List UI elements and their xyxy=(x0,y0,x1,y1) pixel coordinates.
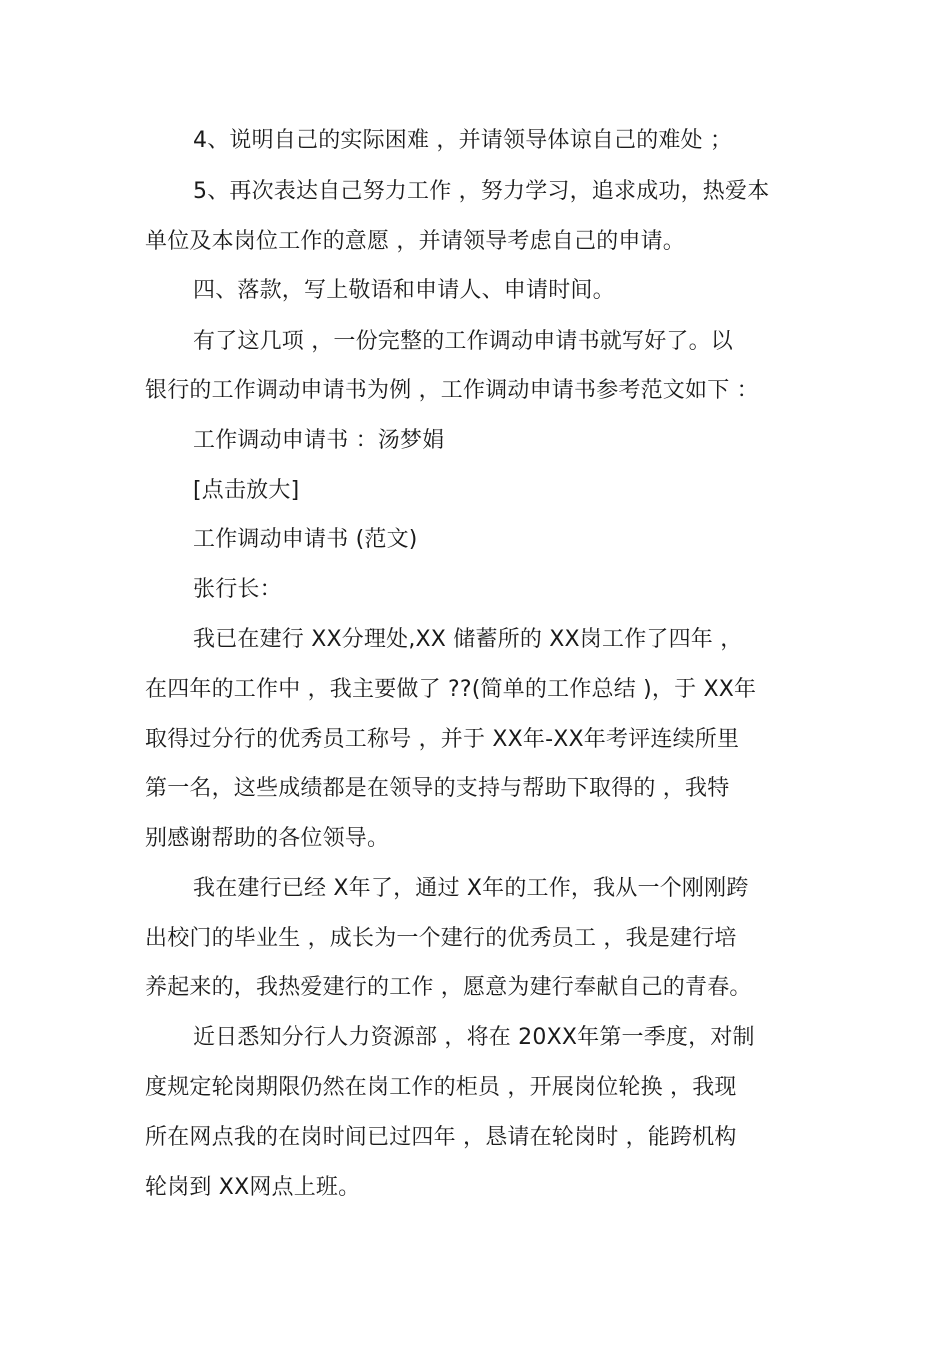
paragraph-line-19: 近日悉知分行人力资源部 ，将在 20XX年第一季度，对制 xyxy=(193,1025,755,1050)
paragraph-line-2: 5、再次表达自己努力工作 ，努力学习，追求成功，热爱本 xyxy=(193,179,770,204)
paragraph-line-9: 工作调动申请书 (范文) xyxy=(193,527,418,552)
paragraph-line-18: 养起来的，我热爱建行的工作 ，愿意为建行奉献自己的青春。 xyxy=(145,975,752,1000)
paragraph-line-6: 银行的工作调动申请书为例 ，工作调动申请书参考范文如下 ： xyxy=(145,378,759,403)
zoom-link-text[interactable]: [点击放大] xyxy=(193,478,300,503)
paragraph-line-22: 轮岗到 XX网点上班。 xyxy=(145,1175,361,1200)
paragraph-line-4: 四、落款，写上敬语和申请人、申请时间。 xyxy=(193,278,615,303)
paragraph-line-13: 取得过分行的优秀员工称号 ，并于 XX年-XX年考评连续所里 xyxy=(145,727,740,752)
paragraph-line-21: 所在网点我的在岗时间已过四年 ，恳请在轮岗时 ，能跨机构 xyxy=(145,1125,737,1150)
paragraph-line-17: 出校门的毕业生 ，成长为一个建行的优秀员工 ，我是建行培 xyxy=(145,926,737,951)
paragraph-line-15: 别感谢帮助的各位领导。 xyxy=(145,826,390,851)
paragraph-line-16: 我在建行已经 X年了，通过 X年的工作，我从一个刚刚跨 xyxy=(193,876,749,901)
paragraph-line-20: 度规定轮岗期限仍然在岗工作的柜员 ，开展岗位轮换 ，我现 xyxy=(145,1075,737,1100)
paragraph-line-14: 第一名，这些成绩都是在领导的支持与帮助下取得的 ，我特 xyxy=(145,776,730,801)
paragraph-line-5: 有了这几项 ，一份完整的工作调动申请书就写好了。以 xyxy=(193,329,733,354)
paragraph-line-7: 工作调动申请书 ：汤梦娟 xyxy=(193,428,445,453)
paragraph-line-12: 在四年的工作中 ，我主要做了 ??(简单的工作总结 )，于 XX年 xyxy=(145,677,757,702)
salutation-line: 张行长： xyxy=(193,577,282,602)
paragraph-line-11: 我已在建行 XX分理处,XX 储蓄所的 XX岗工作了四年 ， xyxy=(193,627,743,652)
paragraph-line-1: 4、说明自己的实际困难 ，并请领导体谅自己的难处 ； xyxy=(193,128,733,153)
paragraph-line-3: 单位及本岗位工作的意愿 ，并请领导考虑自己的申请。 xyxy=(145,229,685,254)
